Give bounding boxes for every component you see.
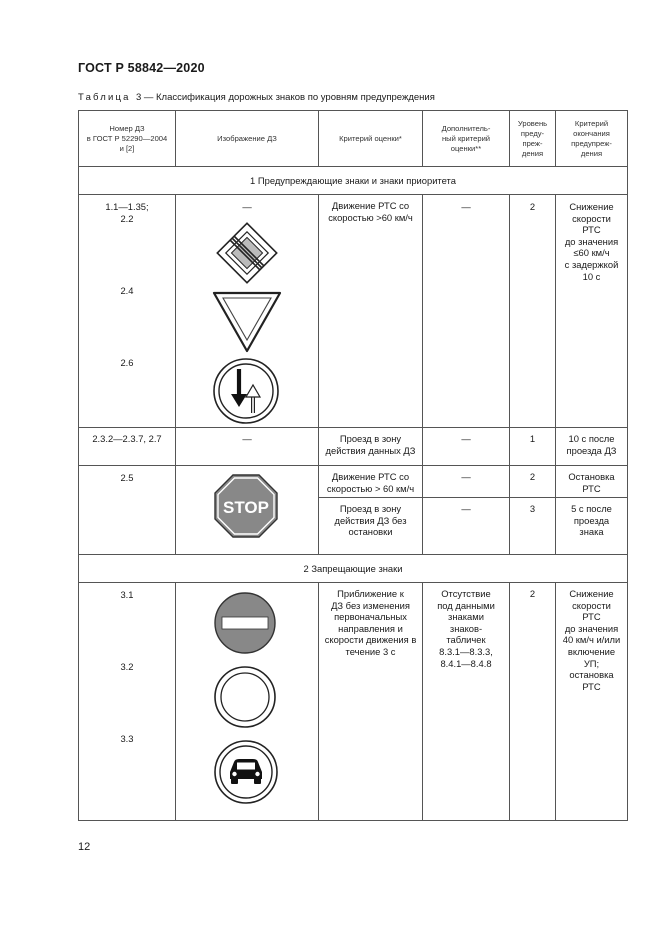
level-cell: 3 <box>510 498 556 555</box>
section-row <box>79 167 628 195</box>
level-cell: 2 <box>510 195 556 428</box>
level-cell: 2 <box>510 583 556 821</box>
table-row <box>79 466 628 498</box>
extra-criterion-cell: — <box>423 195 510 428</box>
extra-criterion-cell: — <box>423 466 510 498</box>
sign-numbers-cell: 2.3.2—2.3.7, 2.7 <box>79 428 176 466</box>
table-row <box>79 195 628 428</box>
end-criterion-cell: Снижение скорости РТС до значения ≤60 км/ч с задержкой 10 с <box>556 195 628 428</box>
end-criterion-cell: 10 с после проезда ДЗ <box>556 428 628 466</box>
end-criterion-cell: Остановка РТС <box>556 466 628 498</box>
table-caption-text: 3 — Классификация дорожных знаков по уровням предупреждения <box>135 92 435 103</box>
table-header-row <box>79 111 628 167</box>
col-header-criterion: Критерий оценки* <box>319 111 423 167</box>
end-criterion-cell: 5 с после проезда знака <box>556 498 628 555</box>
table-caption <box>78 92 435 103</box>
criterion-cell: Проезд в зону действия ДЗ без остановки <box>319 498 423 555</box>
end-criterion-cell: Снижение скорости РТС до значения 40 км/ч и/или включение УП; остановка РТС <box>556 583 628 821</box>
sign-images-cell <box>176 583 319 821</box>
criterion-cell: Движение РТС со скоростью > 60 км/ч <box>319 466 423 498</box>
sign-numbers-cell: 3.1 3.2 3.3 <box>79 583 176 821</box>
col-header-number: Номер ДЗ в ГОСТ Р 52290—2004 и [2] <box>79 111 176 167</box>
col-header-end-criterion: Критерий окончания предупреж- дения <box>556 111 628 167</box>
level-cell: 2 <box>510 466 556 498</box>
section-row <box>79 555 628 583</box>
table-row <box>79 428 628 466</box>
stop-sign-icon <box>213 473 279 539</box>
col-header-image: Изображение ДЗ <box>176 111 319 167</box>
sign-images-cell: — <box>176 428 319 466</box>
sign-numbers-cell: 1.1—1.35; 2.2 2.4 2.6 <box>79 195 176 428</box>
table-caption-label: Таблица <box>78 92 131 103</box>
level-cell: 1 <box>510 428 556 466</box>
extra-criterion-cell: Отсутствие под данными знаками знаков- табличек 8.3.1—8.3.3, 8.4.1—8.4.8 <box>423 583 510 821</box>
no-motor-vehicles-sign-icon <box>213 739 279 805</box>
extra-criterion-cell: — <box>423 498 510 555</box>
end-of-main-road-sign-icon <box>213 219 281 287</box>
oncoming-priority-sign-icon <box>212 357 280 425</box>
sign-images-cell: — <box>176 195 319 428</box>
sign-images-cell <box>176 466 319 555</box>
stop-sign-text: STOP <box>223 498 269 517</box>
no-entry-sign-icon <box>213 591 277 655</box>
document-code: ГОСТ Р 58842—2020 <box>78 61 205 75</box>
sign-numbers-cell: 2.5 <box>79 466 176 555</box>
criterion-cell: Приближение к ДЗ без изменения первоначальных направления и скорости движения в течение 3 с <box>319 583 423 821</box>
classification-table <box>78 110 628 821</box>
no-vehicles-sign-icon <box>213 665 277 729</box>
give-way-sign-icon <box>212 291 282 353</box>
table-row <box>79 583 628 821</box>
section-title: 2 Запрещающие знаки <box>79 555 628 583</box>
page-number: 12 <box>78 841 91 853</box>
col-header-extra-criterion: Дополнитель- ный критерий оценки** <box>423 111 510 167</box>
extra-criterion-cell: — <box>423 428 510 466</box>
criterion-cell: Проезд в зону действия данных ДЗ <box>319 428 423 466</box>
criterion-cell: Движение РТС со скоростью >60 км/ч <box>319 195 423 428</box>
col-header-level: Уровень преду- преж- дения <box>510 111 556 167</box>
section-title: 1 Предупреждающие знаки и знаки приоритета <box>79 167 628 195</box>
